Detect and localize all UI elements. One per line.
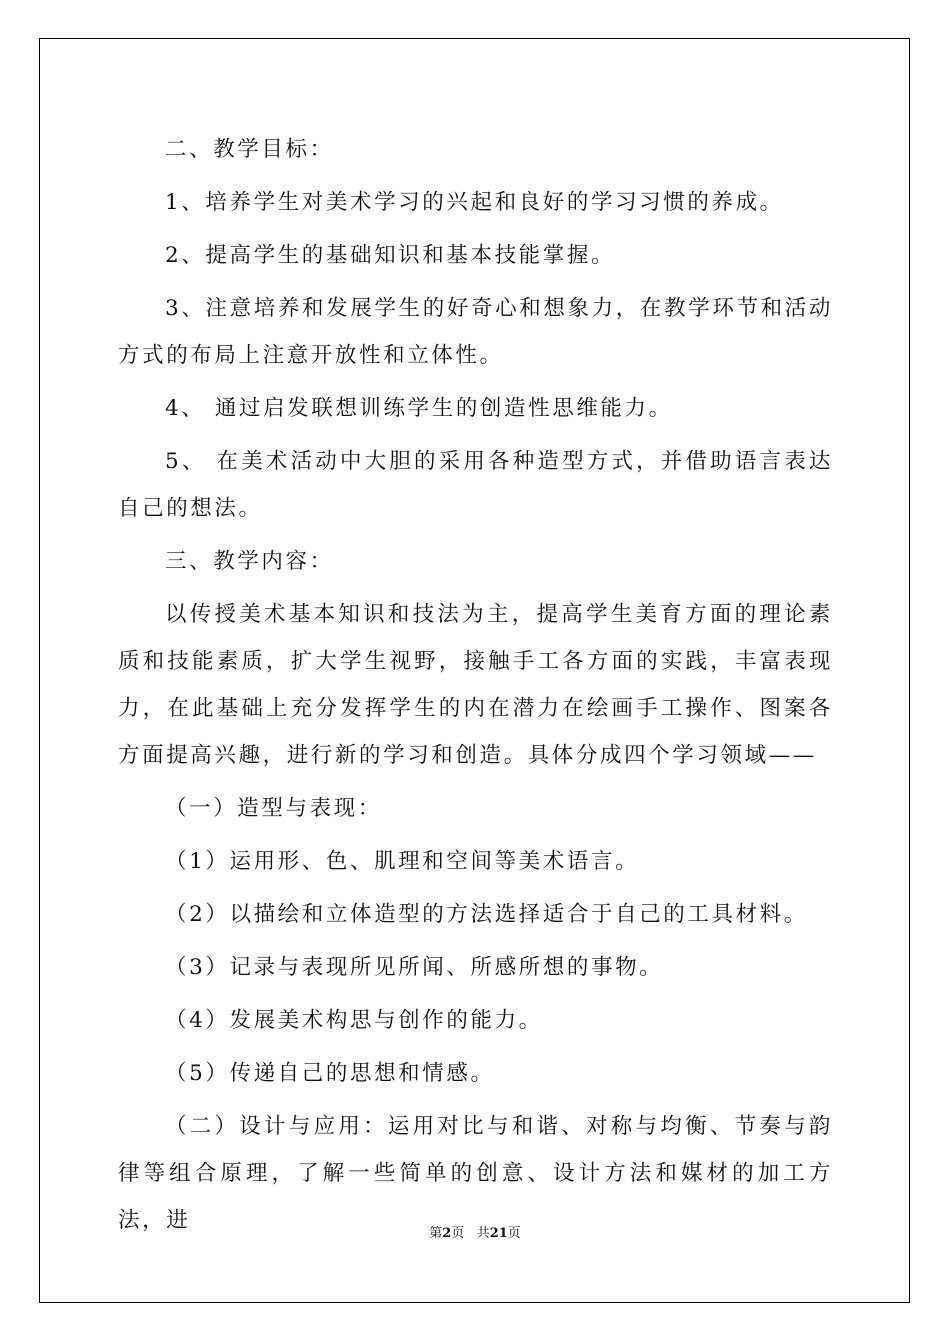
total-suffix: 页	[507, 1226, 521, 1241]
objective-item-4: 4、 通过启发联想训练学生的创造性思维能力。	[165, 396, 673, 421]
modeling-item-5: （5）传递自己的思想和情感。	[165, 1061, 495, 1086]
document-body	[118, 126, 833, 1250]
modeling-item-4: （4）发展美术构思与创作的能力。	[165, 1008, 543, 1033]
objective-item-5: 5、 在美术活动中大胆的采用各种造型方式，并借助语言表达自己的想法。	[118, 449, 833, 521]
modeling-item-2: （2）以描绘和立体造型的方法选择适合于自己的工具材料。	[165, 902, 808, 927]
page-footer	[0, 1222, 950, 1241]
section-heading-objectives: 二、教学目标：	[165, 137, 334, 162]
subsection-design-application: （二）设计与应用：运用对比与和谐、对称与均衡、节奏与韵律等组合原理，了解一些简单的创意、设计方法和媒材的加工方法，进	[118, 1114, 833, 1233]
modeling-item-1: （1）运用形、色、肌理和空间等美术语言。	[165, 849, 640, 874]
content-paragraph: 以传授美术基本知识和技法为主，提高学生美育方面的理论素质和技能素质，扩大学生视野，接触手工各方面的实践，丰富表现力，在此基础上充分发挥学生的内在潜力在绘画手工操作、图案各方面提高兴趣，进行新的学习和创造。具体分成四个学习领域——	[118, 602, 833, 768]
page-suffix: 页	[451, 1226, 465, 1241]
total-prefix: 共	[476, 1226, 490, 1241]
section-heading-content: 三、教学内容：	[165, 549, 334, 574]
objective-item-3: 3、注意培养和发展学生的好奇心和想象力，在教学环节和活动方式的布局上注意开放性和立体性。	[118, 296, 833, 368]
total-pages: 21	[489, 1226, 508, 1241]
page-number: 2	[442, 1226, 452, 1241]
modeling-item-3: （3）记录与表现所见所闻、所感所想的事物。	[165, 955, 664, 980]
page-prefix: 第	[429, 1226, 443, 1241]
objective-item-1: 1、培养学生对美术学习的兴起和良好的学习习惯的养成。	[165, 190, 784, 215]
objective-item-2: 2、提高学生的基础知识和基本技能掌握。	[165, 243, 616, 268]
subsection-heading-modeling: （一）造型与表现：	[165, 796, 382, 821]
